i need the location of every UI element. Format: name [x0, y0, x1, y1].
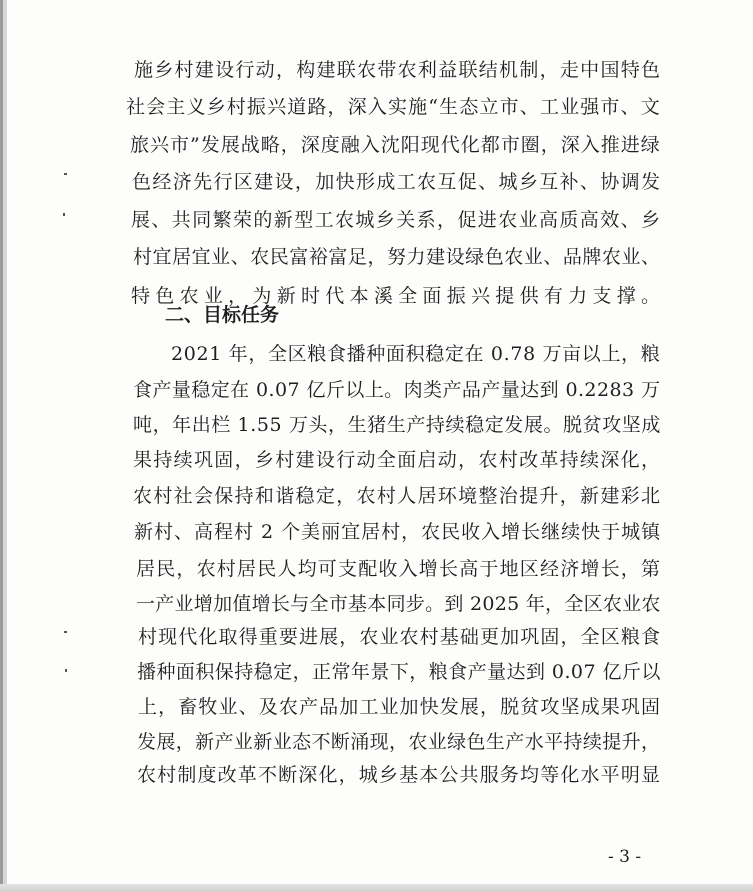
- text-line: 播种面积保持稳定，正常年景下，粮食产量达到 0.07 亿斤以: [137, 661, 661, 683]
- text-line: 村宜居宜业、农民富裕富足，努力建设绿色农业、品牌农业、: [133, 246, 661, 268]
- text-line: 农村社会保持和谐稳定，农村人居环境整治提升，新建彩北: [133, 485, 662, 507]
- text-line: 特色农业，为新时代本溪全面振兴提供有力支撑。: [131, 285, 666, 307]
- text-line: 展、共同繁荣的新型工农城乡关系，促进农业高质高效、乡: [131, 209, 662, 231]
- text-line: 吨，年出栏 1.55 万头，生猪生产持续稳定发展。脱贫攻坚成: [133, 414, 661, 436]
- scan-speck: [63, 213, 65, 216]
- text-line: 新村、高程村 2 个美丽宜居村，农民收入增长继续快于城镇: [134, 521, 662, 543]
- text-line: 色经济先行区建设，加快形成工农互促、城乡互补、协调发: [132, 171, 662, 193]
- text-line: 上，畜牧业、及农产品加工业加快发展，脱贫攻坚成果巩固: [138, 696, 662, 718]
- text-line: 旅兴市”发展战略，深度融入沈阳现代化都市圈，深入推进绿: [130, 134, 661, 156]
- scan-speck: [64, 631, 67, 633]
- text-line: 一产业增加值增长与全市基本同步。到 2025 年，全区农业农: [136, 593, 661, 615]
- section-heading: 二、目标任务: [165, 304, 280, 326]
- text-line: 村现代化取得重要进展，农业农村基础更加巩固，全区粮食: [138, 626, 662, 648]
- text-line: 果持续巩固，乡村建设行动全面启动，农村改革持续深化，: [133, 449, 662, 471]
- text-line: 社会主义乡村振兴道路，深入实施“生态立市、工业强市、文: [126, 96, 661, 118]
- text-line: 发展，新产业新业态不断涌现，农业绿色生产水平持续提升，: [137, 731, 661, 753]
- page-number: - 3 -: [608, 847, 642, 867]
- text-line: 食产量稳定在 0.07 亿斤以上。肉类产品产量达到 0.2283 万: [133, 379, 661, 401]
- text-line: 农村制度改革不断深化，城乡基本公共服务均等化水平明显: [137, 764, 662, 786]
- scan-speck: [64, 173, 67, 175]
- scan-speck: [65, 669, 67, 672]
- text-line: 2021 年，全区粮食播种面积稳定在 0.78 万亩以上，粮: [171, 343, 661, 365]
- scan-bottom-edge: [0, 884, 753, 892]
- text-line: 居民，农村居民人均可支配收入增长高于地区经济增长，第: [136, 558, 662, 580]
- scan-left-shadow: [3, 0, 7, 892]
- text-line: 施乡村建设行动，构建联农带农利益联结机制，走中国特色: [134, 59, 662, 81]
